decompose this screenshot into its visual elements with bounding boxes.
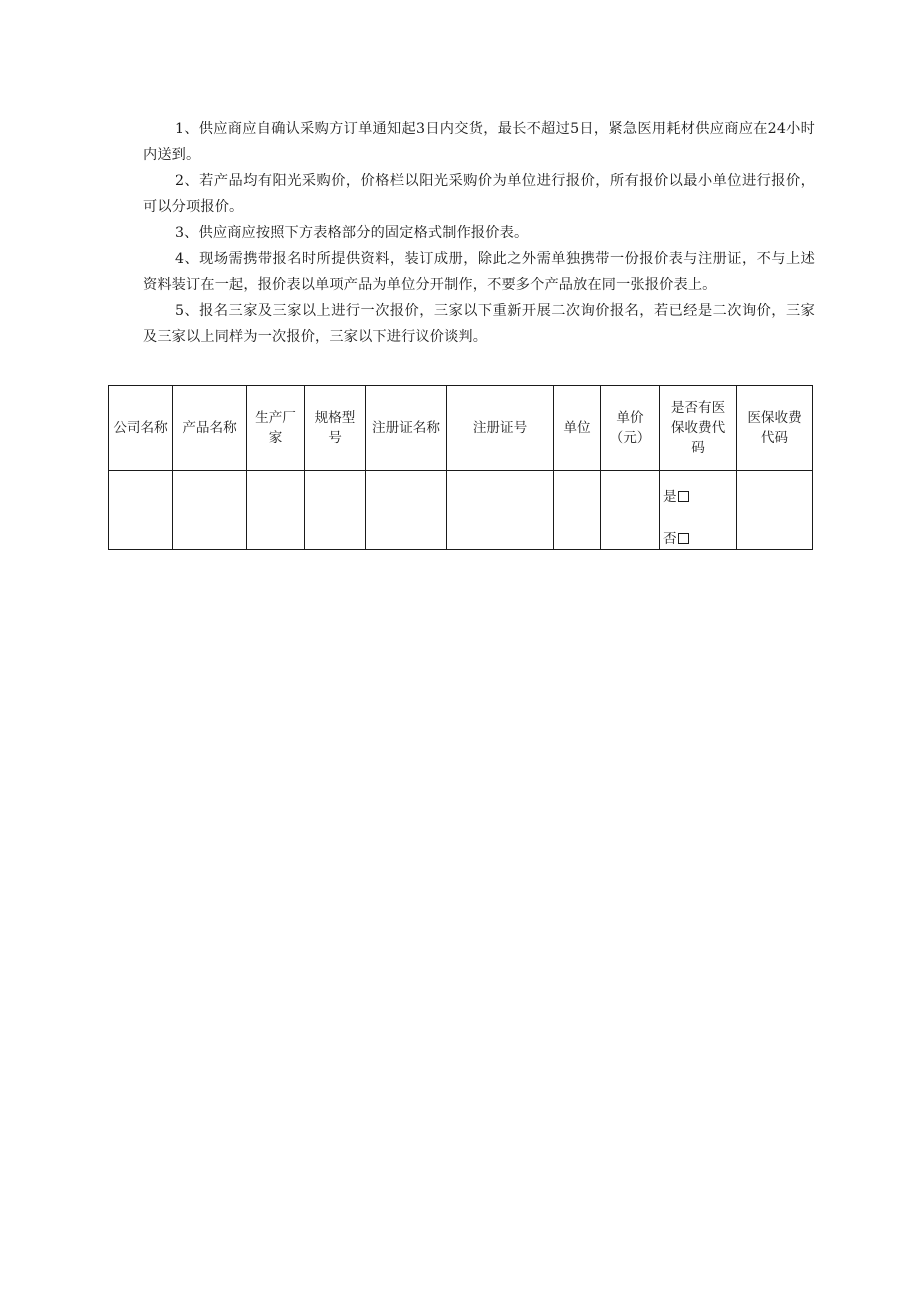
header-insurance-code [737,386,813,471]
empty-checkbox-icon[interactable] [678,491,689,502]
header-unit [554,386,601,471]
header-insurance-code-label: 医保收费代码 [747,410,802,446]
header-has-insurance-code [660,386,737,471]
table-header-row [109,386,813,471]
cell-unit[interactable] [554,471,601,550]
choice-yes[interactable] [660,487,736,507]
header-unit-label: 单位 [563,420,591,436]
header-manufacturer-label: 生产厂家 [255,410,296,446]
table-row [109,471,813,550]
header-registration-name [366,386,447,471]
header-registration-name-label: 注册证名称 [372,420,440,436]
header-registration-number [447,386,554,471]
quote-table [108,385,813,550]
header-has-insurance-code-label: 是否有医保收费代码 [670,400,726,456]
header-manufacturer [247,386,305,471]
choice-no[interactable] [660,529,736,549]
note-4: 4、现场需携带报名时所提供资料，装订成册，除此之外需单独携带一份报价表与注册证，不与上述资料装订在一起，报价表以单项产品为单位分开制作，不要多个产品放在同一张报价表上。 [143,251,815,293]
header-company-name-label: 公司名称 [113,420,168,436]
header-product-name-label: 产品名称 [182,420,237,436]
note-1: 1、供应商应自确认采购方订单通知起3日内交货，最长不超过5日，紧急医用耗材供应商应在24小时内送到。 [143,121,815,163]
cell-insurance-code[interactable] [737,471,813,550]
header-spec-model [305,386,366,471]
choice-yes-label: 是 [663,489,677,505]
header-spec-model-label: 规格型号 [314,410,356,446]
cell-has-insurance-code [660,471,737,550]
cell-unit-price[interactable] [601,471,660,550]
note-5: 5、报名三家及三家以上进行一次报价，三家以下重新开展二次询价报名，若已经是二次询价，三家及三家以上同样为一次报价，三家以下进行议价谈判。 [143,303,815,345]
header-registration-number-label: 注册证号 [472,420,528,436]
header-unit-price [601,386,660,471]
note-3: 3、供应商应按照下方表格部分的固定格式制作报价表。 [175,225,529,241]
cell-product-name[interactable] [173,471,247,550]
header-unit-price-label: 单价（元） [609,410,651,446]
note-2: 2、若产品均有阳光采购价，价格栏以阳光采购价为单位进行报价，所有报价以最小单位进行报价，可以分项报价。 [143,173,815,215]
cell-registration-number[interactable] [447,471,554,550]
empty-checkbox-icon[interactable] [678,533,689,544]
cell-company-name[interactable] [109,471,173,550]
cell-manufacturer[interactable] [247,471,305,550]
header-product-name [173,386,247,471]
cell-registration-name[interactable] [366,471,447,550]
choice-no-label: 否 [663,531,677,547]
notes-section [143,116,815,350]
header-company-name [109,386,173,471]
cell-spec-model[interactable] [305,471,366,550]
